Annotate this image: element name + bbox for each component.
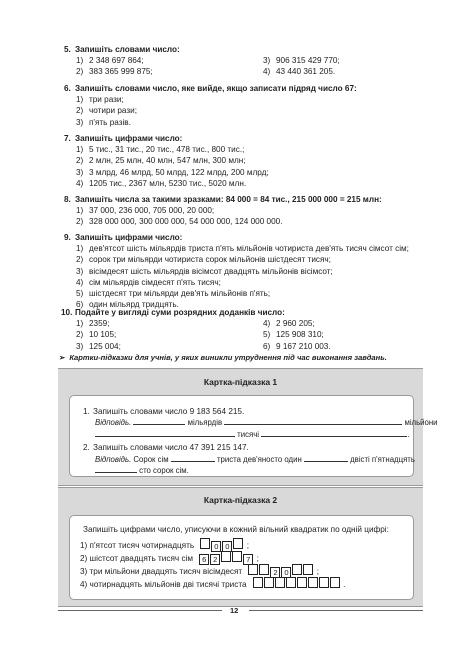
exercise-title: Запишіть словами число, яке вийде, якщо записати підряд число 67: xyxy=(75,84,357,93)
blank-line[interactable] xyxy=(95,465,137,473)
option-item: 3) п'ять разів. xyxy=(76,117,131,127)
word-thousands: тисячі xyxy=(237,430,260,439)
punctuation: ; xyxy=(246,541,249,550)
digit-box[interactable] xyxy=(232,551,242,562)
digit-box[interactable] xyxy=(233,538,243,549)
answer-text: сто сорок сім. xyxy=(139,466,189,475)
footer-rule-left xyxy=(58,610,222,611)
option-item: 3) 906 315 429 770; xyxy=(263,56,340,66)
exercise-9 xyxy=(64,232,409,310)
task-intro: Запишіть цифрами число, уписуючи в кожний вільний квадратик по одній цифрі: xyxy=(83,525,389,534)
exercise-6 xyxy=(64,83,357,128)
task-2-answer-line-1 xyxy=(95,454,415,464)
task-1: 1. Запишіть словами число 9 183 564 215. xyxy=(83,407,245,416)
digit-row-3 xyxy=(80,564,319,578)
row-label: 2) шістсот двадцять тисяч сім xyxy=(80,554,193,563)
note-text: Картки-підказки для учнів, у яких виникли утруднення під час виконання завдань. xyxy=(69,353,387,362)
option-item: 5) шістдесят три мільярди дев'ять мільйонів п'ять; xyxy=(76,289,271,299)
exercise-options xyxy=(64,318,423,352)
option-item: 5) 125 908 310; xyxy=(263,330,324,340)
option-item: 1) 2359; xyxy=(76,319,110,329)
blank-line[interactable] xyxy=(95,429,235,437)
option-item: 1) дев'ятсот шість мільярдів триста п'ять мільйонів чотириста дев'ять тисяч сімсот сім; xyxy=(76,244,409,254)
footer-rule-right xyxy=(249,610,423,611)
digit-box[interactable] xyxy=(319,577,329,588)
option-item: 2) 2 млн, 25 млн, 40 млн, 547 млн, 300 млн; xyxy=(76,156,246,166)
digit-box[interactable] xyxy=(292,564,302,575)
answer-label: Відповідь. xyxy=(95,418,132,427)
option-item: 4) 43 440 361 205. xyxy=(263,67,336,77)
blank-line[interactable] xyxy=(261,429,410,439)
digit-box[interactable] xyxy=(200,538,210,549)
option-item: 2) 328 000 000, 300 000 000, 54 000 000, 124 000 000. xyxy=(76,217,283,227)
exercise-number: 9. xyxy=(64,233,71,242)
exercise-10 xyxy=(61,307,423,352)
digit-row-4 xyxy=(80,577,345,589)
hint-card-1-body xyxy=(69,395,438,477)
digit-box[interactable] xyxy=(264,577,274,588)
row-label: 1) п'ятсот тисяч чотирнадцять xyxy=(80,541,195,550)
answer-text: двісті п'ятнадцять xyxy=(350,455,415,464)
row-label: 4) чотирнадцять мільйонів дві тисячі триста xyxy=(80,580,247,589)
task-1-text: Запишіть словами число 9 183 564 215. xyxy=(93,407,245,416)
digit-box[interactable]: 0 xyxy=(211,541,221,552)
exercise-number: 8. xyxy=(64,195,71,204)
hint-card-2-title: Картка-підказка 2 xyxy=(203,495,278,505)
exercise-7 xyxy=(64,133,269,189)
digit-box[interactable] xyxy=(286,577,296,588)
digit-box[interactable] xyxy=(253,577,263,588)
digit-box[interactable] xyxy=(259,564,269,575)
digit-box[interactable] xyxy=(330,577,340,588)
option-item: 3) 3 млрд, 46 млрд, 50 млрд, 122 млрд, 200 млрд; xyxy=(76,167,269,177)
exercise-number: 6. xyxy=(64,84,71,93)
answer-text: Сорок сім xyxy=(133,455,169,464)
exercise-number: 5. xyxy=(64,45,71,54)
exercise-title: Подайте у вигляді суми розрядних доданків число: xyxy=(75,308,285,317)
punctuation: . xyxy=(343,580,346,589)
digit-box[interactable]: 0 xyxy=(281,567,291,578)
option-item: 2) 10 105; xyxy=(76,330,117,340)
option-item: 2) чотири рази; xyxy=(76,106,137,116)
digit-box[interactable]: 2 xyxy=(270,567,280,578)
option-item: 6) один мільярд тридцять. xyxy=(76,300,179,310)
exercise-options xyxy=(64,55,423,77)
blank-line[interactable] xyxy=(224,417,402,425)
exercise-title: Запишіть цифрами число: xyxy=(75,134,183,143)
hint-card-1-title: Картка-підказка 1 xyxy=(203,377,278,387)
digit-box[interactable] xyxy=(221,551,231,562)
exercise-title: Запишіть цифрами число: xyxy=(75,233,183,242)
option-item: 1) 2 348 697 864; xyxy=(76,56,144,66)
digit-box[interactable]: 0 xyxy=(222,541,232,552)
exercise-number: 10. xyxy=(61,308,73,317)
digit-box[interactable]: 2 xyxy=(210,554,220,565)
task-1-answer-line-2 xyxy=(95,429,409,439)
answer-label: Відповідь. xyxy=(95,455,132,464)
digit-box[interactable]: 6 xyxy=(199,554,209,565)
word-millions: мільйони xyxy=(404,418,438,427)
option-item: 4) 2 960 205; xyxy=(263,319,315,329)
punctuation: ; xyxy=(256,554,259,563)
digit-box[interactable] xyxy=(303,564,313,575)
option-item: 1) 5 тис., 31 тис., 20 тис., 478 тис., 800 тис.; xyxy=(76,145,245,155)
task-2: 2. Запишіть словами число 47 391 215 147. xyxy=(83,443,249,452)
option-item: 3) 125 004; xyxy=(76,341,121,351)
digit-box[interactable] xyxy=(308,577,318,588)
digit-box[interactable] xyxy=(248,564,258,575)
option-item: 1) три рази; xyxy=(76,95,124,105)
digit-box[interactable]: 7 xyxy=(243,554,253,565)
exercise-title: Запишіть числа за такими зразками: 84 000 = 84 тис., 215 000 000 = 215 млн: xyxy=(75,195,382,204)
blank-line[interactable] xyxy=(171,454,215,462)
task-2-text: Запишіть словами число 47 391 215 147. xyxy=(93,443,249,452)
page-number: 12 xyxy=(230,606,239,615)
exercise-5 xyxy=(64,44,423,78)
punctuation: . xyxy=(407,430,410,439)
task-2-answer-line-2 xyxy=(95,465,189,475)
option-item: 6) 9 167 210 003. xyxy=(263,341,331,351)
arrow-bullet-icon: ➢ xyxy=(59,353,66,362)
punctuation: ; xyxy=(316,567,320,576)
option-item: 2) 383 365 999 875; xyxy=(76,67,153,77)
exercise-title: Запишіть словами число: xyxy=(75,45,180,54)
digit-row-2 xyxy=(80,551,259,565)
option-item: 1) 37 000, 236 000, 705 000, 20 000; xyxy=(76,206,215,216)
blank-line[interactable] xyxy=(133,417,185,425)
exercise-8 xyxy=(64,194,382,228)
exercise-number: 7. xyxy=(64,134,71,143)
option-item: 2) сорок три мільярди чотириста сорок мільйонів шістдесят тисяч; xyxy=(76,255,331,265)
digit-box[interactable] xyxy=(297,577,307,588)
task-1-answer-line-1 xyxy=(95,417,438,427)
option-item: 4) 1205 тис., 2367 млн, 5230 тис., 5020 млн. xyxy=(76,178,247,188)
word-billions: мільярдів xyxy=(187,418,223,427)
blank-line[interactable] xyxy=(304,454,348,462)
option-item: 4) сім мільярдів сімдесят п'ять тисяч; xyxy=(76,277,221,287)
answer-text: триста дев'яносто один xyxy=(216,455,302,464)
digit-box[interactable] xyxy=(275,577,285,588)
row-label: 3) три мільйони двадцять тисяч вісімдесят xyxy=(80,567,243,576)
hint-card-2-body xyxy=(69,515,414,600)
option-item: 3) вісімдесят шість мільярдів вісімсот двадцять мільйонів вісімсот; xyxy=(76,266,333,276)
digit-row-1 xyxy=(80,538,249,552)
hint-cards-note xyxy=(59,353,387,362)
